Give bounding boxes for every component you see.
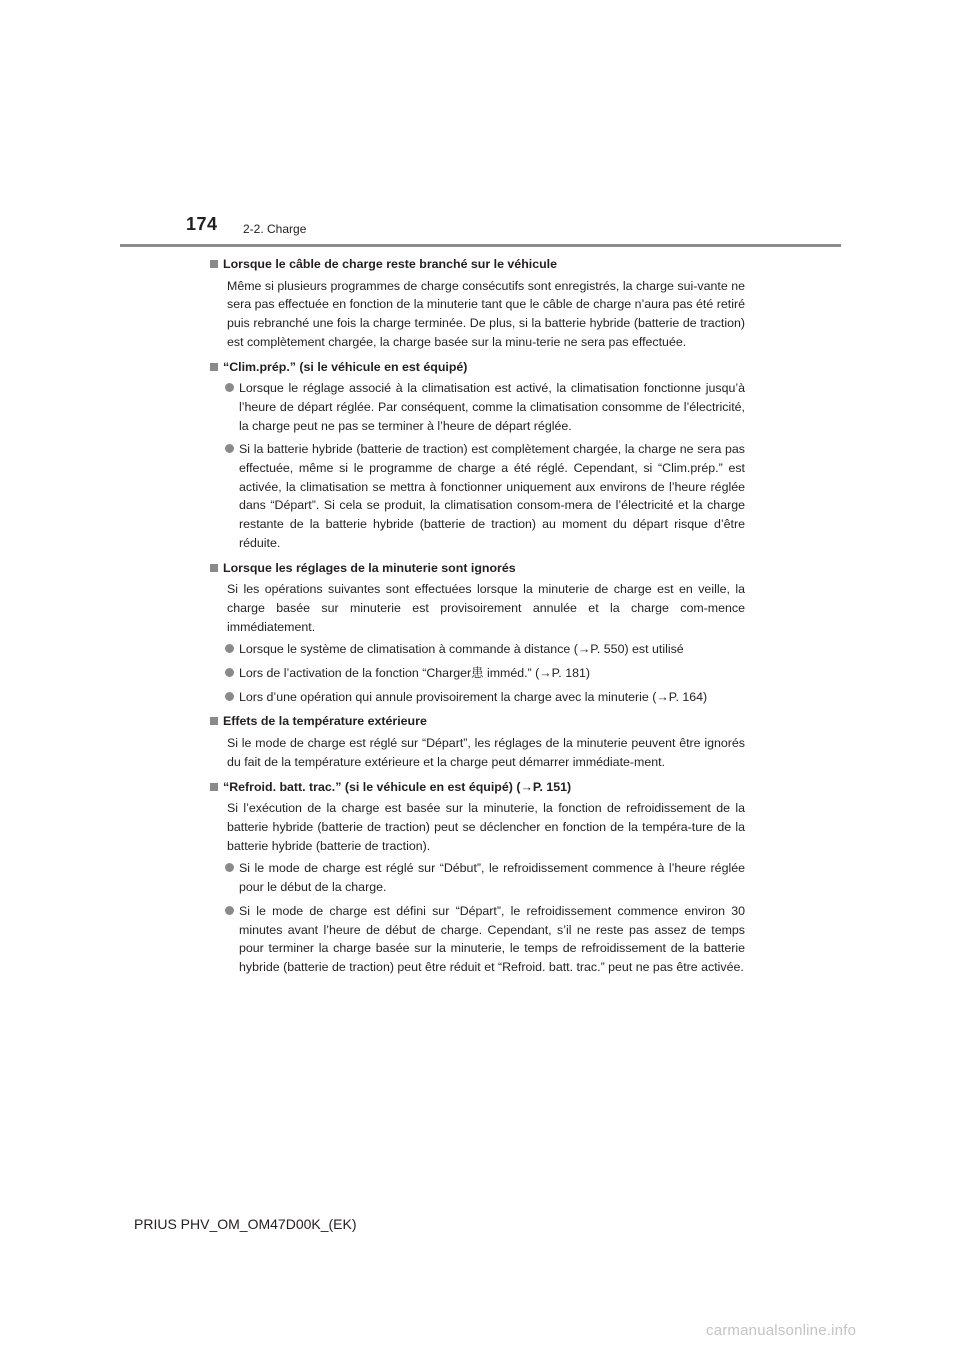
list-item-text: Lors d’une opération qui annule provisoirement la charge avec la minuterie (→P. 164) — [239, 689, 708, 704]
list-item — [209, 379, 745, 435]
square-bullet-icon — [210, 564, 218, 572]
square-bullet-icon — [210, 717, 218, 725]
list-item-text: Si le mode de charge est défini sur “Départ”, le refroidissement commence environ 30 minutes avant l’heure de début de charge. Cependant, s’il ne reste pas assez de temps pour terminer la charge basée sur la minuterie, le temps de refroidissement de la batterie hybride (batterie de traction) peut être réduit et “Refroid. batt. trac.” peut ne pas être activée. — [239, 903, 745, 974]
square-bullet-icon — [210, 783, 218, 791]
section-heading-text: Lorsque le câble de charge reste branché sur le véhicule — [223, 257, 557, 271]
page-content — [209, 255, 745, 983]
section-heading — [209, 358, 745, 377]
section-paragraph: Si le mode de charge est réglé sur “Départ”, les réglages de la minuterie peuvent être ignorés du fait de la température extérieure et la charge peut démarrer immédiate-ment. — [227, 736, 745, 769]
section-cable-branche — [209, 255, 745, 352]
list-item — [209, 859, 745, 896]
circle-bullet-icon — [225, 692, 234, 701]
list-item — [209, 440, 745, 552]
list-item-text: Lors de l’activation de la fonction “Charger患 imméd.” (→P. 181) — [239, 666, 590, 681]
section-label: 2-2. Charge — [243, 222, 307, 236]
page-number: 174 — [186, 214, 218, 234]
list-item — [209, 688, 745, 707]
square-bullet-icon — [210, 260, 218, 268]
section-paragraph: Si les opérations suivantes sont effectuées lorsque la minuterie de charge est en veille, la charge basée sur minuterie est provisoirement annulée et la charge com-mence immédiatement. — [227, 582, 745, 634]
square-bullet-icon — [210, 363, 218, 371]
page-header — [0, 0, 960, 250]
footer-manual-id: PRIUS PHV_OM_OM47D00K_(EK) — [134, 1216, 357, 1232]
list-item — [209, 640, 745, 659]
section-clim-prep — [209, 358, 745, 553]
section-heading — [209, 559, 745, 578]
section-heading — [209, 778, 745, 797]
section-paragraph: Même si plusieurs programmes de charge consécutifs sont enregistrés, la charge sui-vante ne sera pas effectuée en fonction de la minuterie tant que le câble de charge n’aura pas été retiré puis rebranché une fois la charge terminée. De plus, si la batterie hybride (batterie de traction) est complètement chargée, la charge basée sur la minu-terie ne sera pas effectuée. — [227, 278, 745, 349]
section-reglages-ignores — [209, 559, 745, 707]
section-heading-text: Effets de la température extérieure — [223, 714, 427, 729]
section-refroid-batt — [209, 778, 745, 977]
list-item — [209, 664, 745, 683]
circle-bullet-icon — [225, 644, 234, 653]
circle-bullet-icon — [225, 383, 234, 392]
section-heading — [209, 712, 745, 731]
watermark: carmanualsonline.info — [706, 1322, 857, 1339]
list-item-text: Lorsque le réglage associé à la climatisation est activé, la climatisation fonctionne jusqu’à l’heure de départ réglée. Par conséquent, comme la climatisation consomme de l’électricité, la charge peut ne pas se terminer à l’heure de départ réglée. — [239, 381, 745, 433]
list-item-text: Si le mode de charge est réglé sur “Début”, le refroidissement commence à l’heure réglée pour le début de la charge. — [239, 861, 745, 895]
list-item-text: Lorsque le système de climatisation à commande à distance (→P. 550) est utilisé — [239, 642, 684, 657]
circle-bullet-icon — [225, 863, 234, 872]
header-divider — [120, 244, 841, 247]
circle-bullet-icon — [225, 906, 234, 915]
section-temperature-exterieure — [209, 712, 745, 771]
list-item — [209, 902, 745, 977]
section-paragraph: Si l’exécution de la charge est basée sur la minuterie, la fonction de refroidissement de la batterie hybride (batterie de traction) peut se déclencher en fonction de la tempéra-ture de la batterie hybride (batterie de traction). — [227, 801, 745, 853]
list-item-text: Si la batterie hybride (batterie de traction) est complètement chargée, la charge ne sera pas effectuée, même si le programme de charge a été réglé. Cependant, si “Clim.prép.” est activée, la climatisation se mettra à fonctionner uniquement aux environs de l’heure réglée dans “Départ”. Si cela se produit, la climatisation consom-mera de l’électricité et la charge restante de la batterie hybride (batterie de traction) au moment du départ risque d’être réduite. — [239, 442, 745, 550]
section-heading-text: Lorsque les réglages de la minuterie sont ignorés — [223, 560, 516, 575]
circle-bullet-icon — [225, 668, 234, 677]
section-heading-text: “Refroid. batt. trac.” (si le véhicule en est équipé) (→P. 151) — [223, 779, 572, 794]
circle-bullet-icon — [225, 444, 234, 453]
section-heading-text: “Clim.prép.” (si le véhicule en est équipé) — [223, 359, 468, 374]
section-heading — [209, 255, 745, 274]
